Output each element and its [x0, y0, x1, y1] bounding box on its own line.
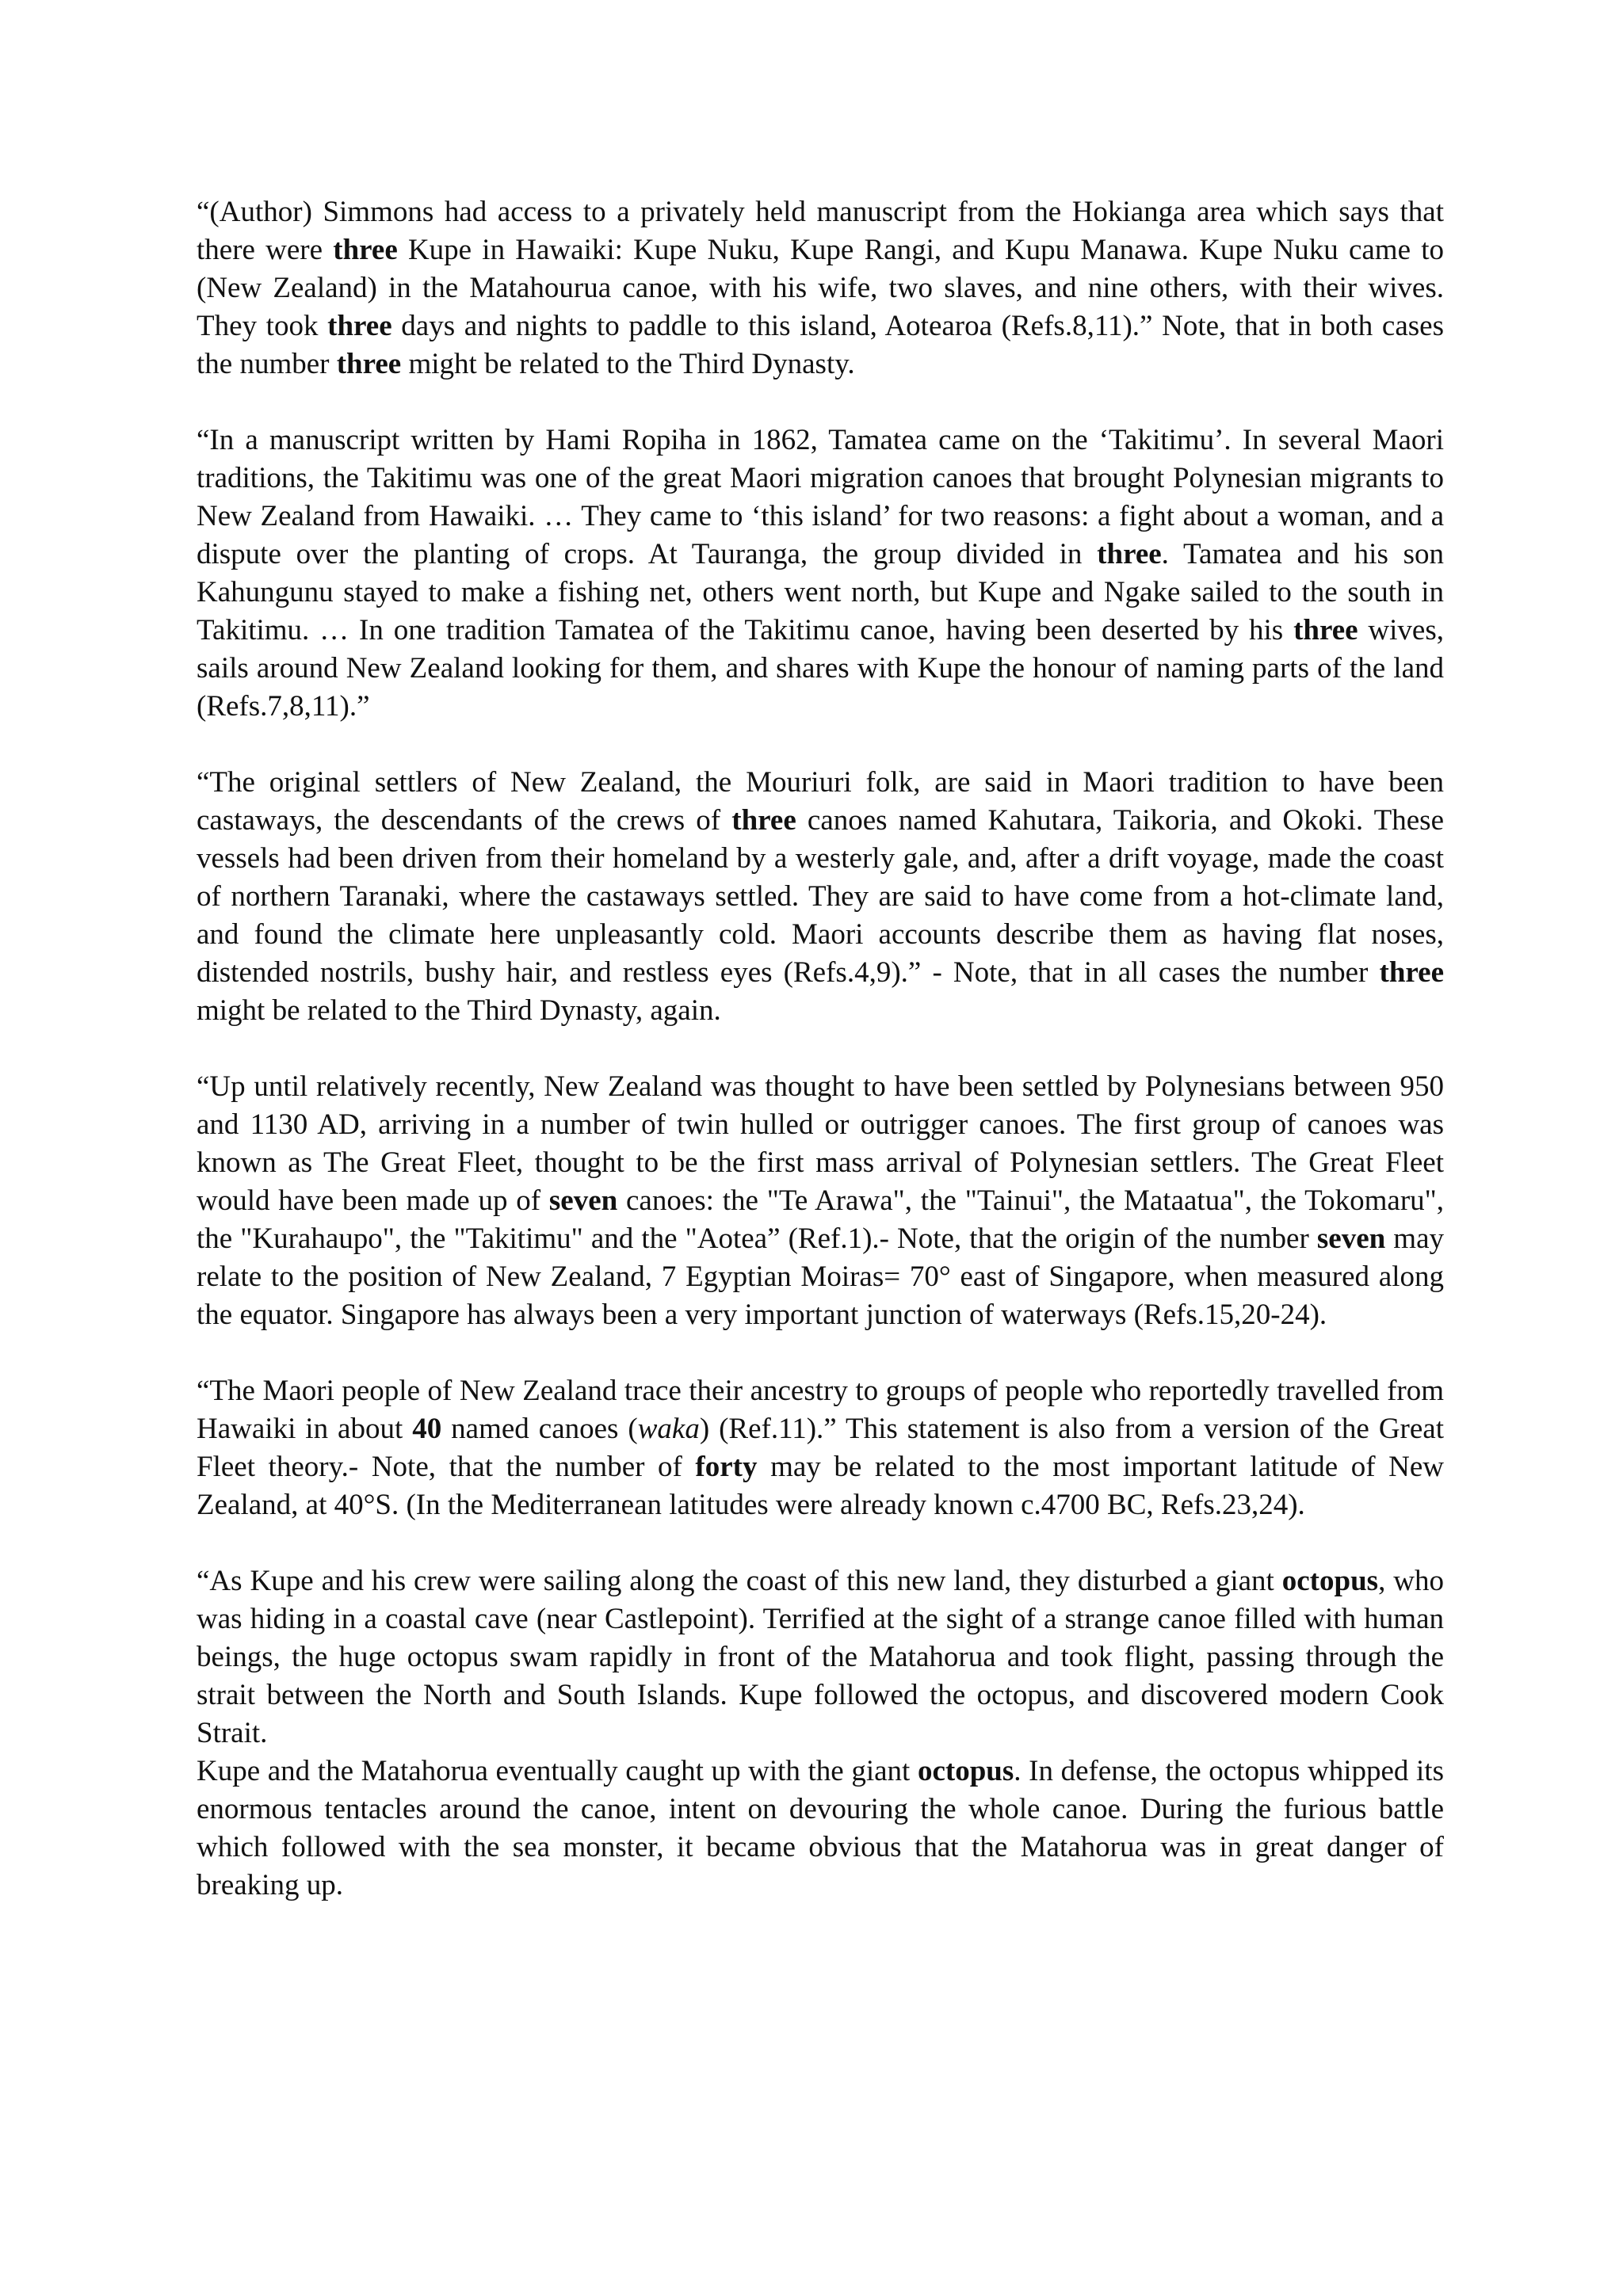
- emphasis-bold: seven: [1316, 1222, 1386, 1255]
- text-run: . Tamatea and his son Kahungunu stayed to make a fishing net, others went north, but Kupe and Ngake sailed to the south in Takitimu. … In one tradition Tamatea of the Takitimu canoe, having been deserted by his: [197, 538, 1444, 646]
- paragraph-forty-canoes: [197, 1372, 1444, 1524]
- text-run: “In a manuscript written by Hami Ropiha in 1862, Tamatea came on the ‘Takitimu’. In several Maori traditions, the Takitimu was one of the great Maori migration canoes that brought Polynesian migrants to New Zealand from Hawaiki. … They came to ‘this island’ for two reasons: a fight about a woman, and a dispute over the planting of crops. At Tauranga, the group divided in: [197, 424, 1444, 570]
- text-run: canoes named Kahutara, Taikoria, and Okoki. These vessels had been driven from their homeland by a westerly gale, and, after a drift voyage, made the coast of northern Taranaki, where the castaways settled. They are said to have come from a hot-climate land, and found the climate here unpleasantly cold. Maori accounts describe them as having flat noses, distended nostrils, bushy hair, and restless eyes (Refs.4,9).” - Note, that in all cases the number: [197, 804, 1444, 989]
- emphasis-bold: three: [731, 804, 796, 837]
- text-run: canoes: the "Te Arawa", the "Tainui", the Mataatua", the Tokomaru", the "Kurahaupo", the "Takitimu" and the "Aotea” (Ref.1).- Note, that the origin of the number: [197, 1184, 1444, 1255]
- text-run: “The original settlers of New Zealand, the Mouriuri folk, are said in Maori tradition to have been castaways, the descendants of the crews of: [197, 766, 1444, 837]
- emphasis-bold: three: [1379, 956, 1444, 989]
- paragraph-great-fleet: [197, 1068, 1444, 1334]
- text-run: , who was hiding in a coastal cave (near Castlepoint). Terrified at the sight of a strange canoe filled with human beings, the huge octopus swam rapidly in front of the Matahorua and took flight, passing through the strait between the North and South Islands. Kupe followed the octopus, and discovered modern Cook Strait.: [197, 1565, 1444, 1749]
- text-run: “(Author) Simmons had access to a privately held manuscript from the Hokianga area which says that there were: [197, 196, 1444, 266]
- text-run: might be related to the Third Dynasty.: [401, 348, 855, 380]
- emphasis-bold: forty: [695, 1451, 758, 1483]
- emphasis-bold: three: [336, 348, 402, 380]
- text-run: may be related to the most important latitude of New Zealand, at 40°S. (In the Mediterranean latitudes were already known c.4700 BC, Refs.23,24).: [197, 1451, 1444, 1521]
- emphasis-italic: waka: [637, 1413, 700, 1445]
- emphasis-bold: three: [1097, 538, 1162, 570]
- text-run: days and nights to paddle to this island, Aotearoa (Refs.8,11).” Note, that in both cases the number: [197, 310, 1444, 380]
- emphasis-bold: seven: [548, 1184, 618, 1217]
- emphasis-bold: octopus: [917, 1755, 1014, 1787]
- emphasis-bold: 40: [412, 1413, 442, 1445]
- paragraph-octopus-1: [197, 1562, 1444, 1753]
- text-run: wives, sails around New Zealand looking for them, and shares with Kupe the honour of naming parts of the land (Refs.7,8,11).”: [197, 614, 1445, 723]
- text-run: . In defense, the octopus whipped its enormous tentacles around the canoe, intent on devouring the whole canoe. During the furious battle which followed with the sea monster, it became obvious that the Matahorua was in great danger of breaking up.: [197, 1755, 1444, 1901]
- text-run: may relate to the position of New Zealand, 7 Egyptian Moiras= 70° east of Singapore, when measured along the equator. Singapore has always been a very important junction of waterways (Refs.15,20-24).: [197, 1222, 1445, 1331]
- paragraph-hami-ropiha: [197, 421, 1444, 726]
- emphasis-bold: octopus: [1281, 1565, 1379, 1597]
- emphasis-bold: three: [327, 310, 392, 342]
- text-run: “The Maori people of New Zealand trace their ancestry to groups of people who reportedly travelled from Hawaiki in about: [197, 1375, 1444, 1445]
- document-page: [197, 193, 1444, 1943]
- text-run: “As Kupe and his crew were sailing along the coast of this new land, they disturbed a giant: [197, 1565, 1282, 1597]
- emphasis-bold: three: [1293, 614, 1358, 646]
- paragraph-simmons-manuscript: [197, 193, 1444, 383]
- text-run: named canoes (: [441, 1413, 638, 1445]
- text-run: Kupe in Hawaiki: Kupe Nuku, Kupe Rangi, and Kupu Manawa. Kupe Nuku came to (New Zealand) in the Matahourua canoe, with his wife, two slaves, and nine others, with their wives. They took: [197, 234, 1444, 342]
- paragraph-mouriuri-folk: [197, 764, 1444, 1030]
- emphasis-bold: three: [333, 234, 398, 266]
- text-run: ) (Ref.11).” This statement is also from a version of the Great Fleet theory.- Note, that the number of: [197, 1413, 1444, 1483]
- paragraph-octopus-2: [197, 1753, 1444, 1905]
- text-run: “Up until relatively recently, New Zealand was thought to have been settled by Polynesians between 950 and 1130 AD, arriving in a number of twin hulled or outrigger canoes. The first group of canoes was known as The Great Fleet, thought to be the first mass arrival of Polynesian settlers. The Great Fleet would have been made up of: [197, 1070, 1444, 1217]
- text-run: Kupe and the Matahorua eventually caught up with the giant: [197, 1755, 918, 1787]
- text-run: might be related to the Third Dynasty, again.: [197, 994, 721, 1027]
